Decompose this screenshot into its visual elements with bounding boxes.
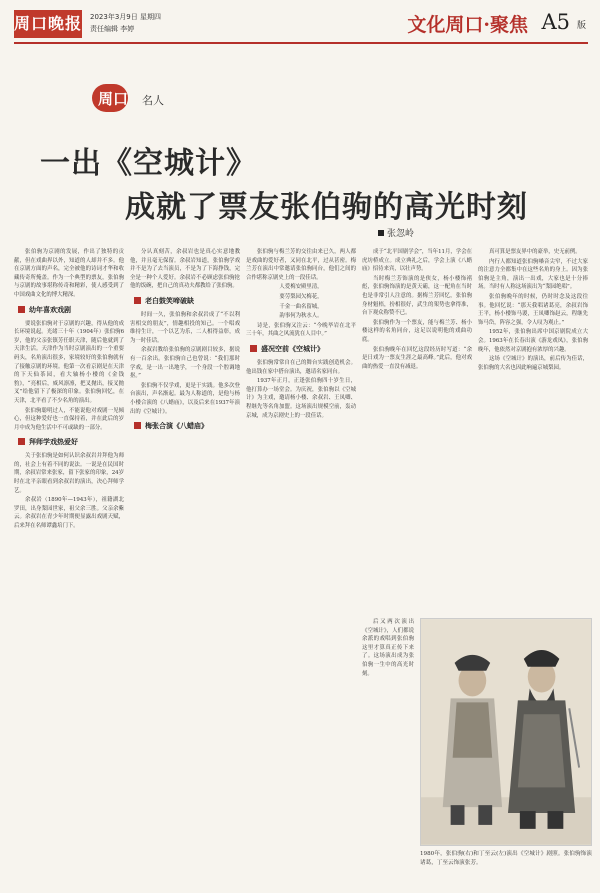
page-number: A5 <box>541 10 570 34</box>
subhead <box>18 303 124 317</box>
paragraph: 关于张伯驹是如何认识余叔岩并拜他为师的，社会上有着不同的说法。一说是在民国时期，余叔岩常来张家，留下张家的印象，24岁时在北平亲眼看到余叔岩的演出，决心拜师学艺。 <box>14 453 124 494</box>
verse-line: 千金一曲名留城， <box>279 303 323 310</box>
photo-caption: 1980年，张伯驹(右)和丁至云(左)演出《空城计》剧照。张伯驹饰演诸葛，丁至云饰演张芳。 <box>420 851 592 866</box>
article-column-4 <box>362 248 472 588</box>
paragraph: 张伯驹晚年在回忆这段经历时写道：“余是日戏为一票友生涯之最高峰。”此后，他对戏曲的热爱一直没有减退。 <box>362 346 472 370</box>
paragraph: 张伯驹晚年的时候，仍时时念及这段往事。他回忆说：“那天我唱诸葛亮，余叔岩饰王平，杨小楼饰马谡，王凤卿饰赵云，程继先饰马岱，阵容之强，令人叹为观止。” <box>478 293 588 326</box>
paragraph: 后又两次演出《空城计》，人们都说余派的戏唱到张伯驹这里才算真正传下来了。这场演出成为张伯驹一生中的高光时刻。 <box>362 619 414 677</box>
byline-marker-icon <box>378 230 384 236</box>
subhead-bullet-icon <box>134 297 141 304</box>
subhead-text: 盛况空前《空城计》 <box>261 344 324 353</box>
opera-photo <box>420 618 592 846</box>
article-column-5 <box>478 248 588 618</box>
verse-line: 韵事何为秋水人。 <box>279 313 323 320</box>
page-unit: 版 <box>576 21 586 31</box>
issue-date: 2023年3月9日 星期四 <box>90 13 161 21</box>
paragraph: 真可算是票友界中的豪举，史无前例。 <box>489 249 581 255</box>
verse-line: 要劳梨园欠梅花， <box>279 293 323 300</box>
section-title: 文化周口·聚焦 <box>407 14 528 36</box>
verse-line: 人爱梅安殿里清， <box>279 284 323 291</box>
article-column-2 <box>130 248 240 878</box>
subhead-bullet-icon <box>250 345 257 352</box>
paragraph: 要说张伯驹对于京剧的兴趣，得从他的成长环境说起。光绪三十年（1904年）张伯驹6岁，他的父亲张镇芳任职天津，随后他就到了天津生活。天津作为当时京剧演出的一个重要码头，名角演出很多，家境较好的张伯驹就有了接触京剧的环境。他第一次看京剧是在天津的下天仙茶园，看大轴杨小楼的《金钱豹》，“亮相后，威风凛凛，把叉抛出，接叉抛叉”给他留下了极深的印象。张伯驹回忆，在天津，北平看了不少名角的演出。 <box>14 320 124 404</box>
paragraph: 1952年，张伯驹出席中国京剧院成立大会。1963年在长春出演《游龙戏凤》，张伯驹晚年，他依然对京剧抱有浓厚的兴趣。 <box>478 329 588 353</box>
subhead-bullet-icon <box>18 306 25 313</box>
masthead <box>14 8 588 44</box>
subhead-text: 拜师学戏热爱好 <box>29 438 78 447</box>
editor-credit: 责任编辑 李婷 <box>90 25 135 33</box>
subhead-text: 幼年喜欢戏剧 <box>29 305 71 314</box>
subhead-bullet-icon <box>18 438 25 445</box>
paragraph: 张伯驹与梅兰芳的交往由来已久，两人都是戏曲的爱好者，又同在北平，过从甚密。梅兰芳在演出中常邀请张伯驹同台，他们之间的合作堪称京剧史上的一段佳话。 <box>246 249 356 281</box>
paragraph: 1937年正月，正逢张伯驹四十岁生日，他打算办一场堂会。为庆祝，张伯驹以《空城计》为主戏，邀请杨小楼、余叔岩、王凤卿、程继先等名角加盟。这场演出规模空前，轰动京城，成为京剧史上的一段佳话。 <box>246 378 356 419</box>
subhead <box>18 435 124 449</box>
paragraph: 张伯驹常常自在己的舞台实践创造机会。他出钱在家中搭台演出，邀请名家同台。 <box>246 359 356 375</box>
column-tag <box>92 84 182 112</box>
paragraph: 当时梅兰芳饰演的是侠女，杨小楼饰褚彪，张伯驹饰演的是黄天霸，这一配角在当时也是非常引人注意的。据梅兰芳回忆，张伯驹身材魁梧，扮相很好，武生的架势也拿得准，台下观众称赞不已。 <box>362 275 472 317</box>
paragraph: 张伯驹为京剧的发展，作出了独特的贡献，但在戏曲界以外，知道的人却并不多。他在京剧方面的声名，完全被他的诗词才华和收藏传奇所掩盖。作为一个典型的票友，张伯驹与京剧的故事堪称传奇和精彩，使人感受到了中国戏曲文化的博大精深。 <box>14 249 124 298</box>
subhead-bullet-icon <box>134 422 141 429</box>
article-column-4-lower <box>362 618 414 878</box>
paragraph: 时间一久，张伯驹和余叔岩成了“不以利害相交的朋友”，情趣相投的知己。一个唱戏维持生计，一个以艺为乐，二人相得益彰，成为一时佳话。 <box>130 311 240 344</box>
paragraph: 余叔岩教给张伯驹的京剧剧目较多，据说有一百余出。张伯驹自己也曾说：“我们那时学戏，是一出一出地学，一个身段一个腔调地抠。” <box>130 347 240 380</box>
paragraph: 内行人都知道张伯驹嗓音尖窄，不过大家的注意力全都集中在这些名角的身上。因为张伯驹是主角，演出一出戏，大家也是十分捧场。当时有人称这场演出为“梨园绝唱”。 <box>478 258 588 291</box>
byline <box>378 226 414 239</box>
paragraph: 张伯驹聪明过人，不能说他对戏剧一见倾心，但这种爱好也一直保持着，并在此后的岁月中成为他生活中不可或缺的一部分。 <box>14 407 124 431</box>
column-tag-main: 周口 <box>98 90 129 108</box>
newspaper-logo: 周口晚报 <box>14 10 82 38</box>
paragraph: 张伯驹不仅学戏，更是于实践。他多次登台演出，声名渐起。最为人称道的，是他与杨小楼合演的《八蜡庙》，以及后来在1937年演出的《空城计》。 <box>130 382 240 415</box>
byline-author: 张忽岭 <box>387 229 415 239</box>
headline-line-1: 一出《空城计》 <box>40 146 257 181</box>
subhead <box>134 419 240 433</box>
subhead-text: 老白鼓笑啼破缺 <box>145 296 194 305</box>
article-column-1 <box>14 248 124 878</box>
paragraph: 张伯驹作为一个票友，能与梅兰芳、杨小楼这样的名角同台，这足以说明他的戏曲功底。 <box>362 319 472 343</box>
subhead <box>250 342 356 356</box>
opera-photo-illustration <box>421 619 591 845</box>
paragraph: 分认真刻苦，余叔岩也是真心实意地教他，并且毫无保留。余叔岩知道，张伯驹学戏并不是为了去当演员，不是为了下海挣钱，完全是一种个人爱好。余叔岩不必顾虑张伯驹抢他的饭碗，把自己的真功夫都教给了张伯驹。 <box>130 249 240 290</box>
paragraph: 这场《空城计》的演出，前后传为佳话，张伯驹的大名也因此响遍京城梨园。 <box>478 356 588 371</box>
headline-line-2: 成就了票友张伯驹的高光时刻 <box>125 190 528 225</box>
paragraph: 余叔岩（1890年—1943年），祖籍湖北罗田，出身梨园世家，祖父余三胜。父亲余紫云。余叔岩在青少年时期便显露出戏剧天赋，后来拜在名师谭鑫培门下。 <box>14 497 124 530</box>
column-tag-sub: 名人 <box>142 94 164 107</box>
masthead-meta <box>90 11 167 35</box>
paragraph: 诗是，张伯驹又注云：“今晚毕岩在北平三十年，其曲之风流犹在人目中。” <box>246 322 356 338</box>
paragraph: 成于“北平国剧学会”，当年11月，学会在虎坊桥成立。成立典礼之后，学会上演《八蜡庙》招待来宾，以壮声势。 <box>362 249 472 273</box>
article-column-3 <box>246 248 356 878</box>
subhead <box>134 294 240 308</box>
subhead-text: 梅张合演《八蜡庙》 <box>145 422 208 431</box>
